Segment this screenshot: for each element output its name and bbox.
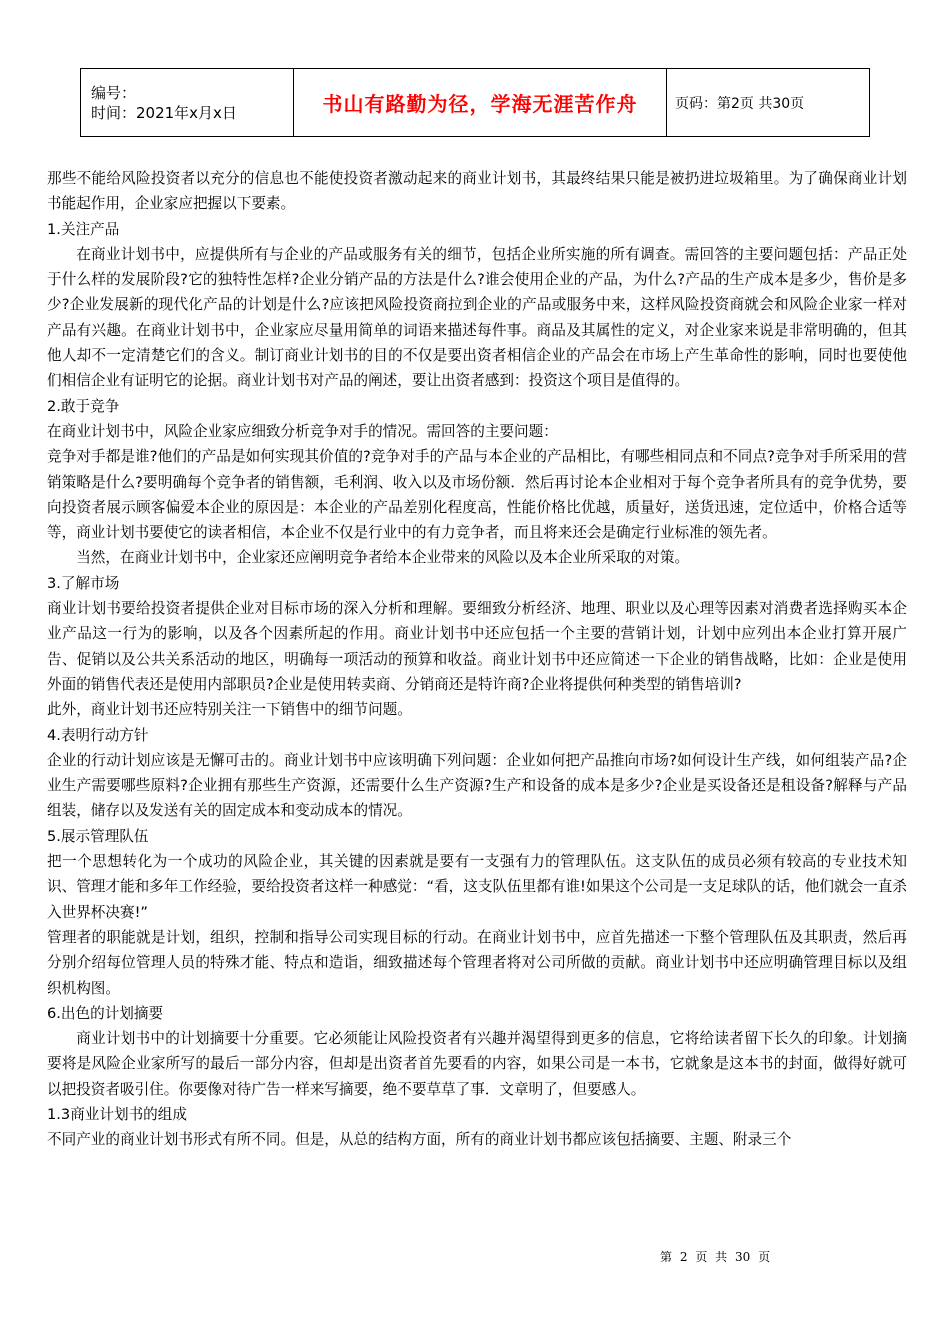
body-paragraph: 把一个思想转化为一个成功的风险企业，其关键的因素就是要有一支强有力的管理队伍。这支队伍的成员必须有较高的专业技术知识、管理才能和多年工作经验，要给投资者这样一种感觉：“看，这支队伍里都有谁!如果这个公司是一支足球队的话，他们就会一直杀入世界杯决赛!” xyxy=(47,853,907,921)
section-heading: 6.出色的计划摘要 xyxy=(47,1004,164,1022)
footer-ye: 页 xyxy=(695,1250,708,1264)
header-motto: 书山有路勤为径，学海无涯苦作舟 xyxy=(322,92,638,116)
section-heading: 1.3商业计划书的组成 xyxy=(47,1105,187,1123)
document-header xyxy=(80,68,870,137)
body-paragraph: 在商业计划书中，应提供所有与企业的产品或服务有关的细节，包括企业所实施的所有调查。需回答的主要问题包括：产品正处于什么样的发展阶段?它的独特性怎样?企业分销产品的方法是什么?谁会使用企业的产品，为什么?产品的生产成本是多少，售价是多少?企业发展新的现代化产品的计划是什么?应该把风险投资商拉到企业的产品或服务中来，这样风险投资商就会和风险企业家一样对产品有兴趣。在商业计划书中，企业家应尽量用简单的词语来描述每件事。商品及其属性的定义，对企业家来说是非常明确的，但其他人却不一定清楚它们的含义。制订商业计划书的目的不仅是要出资者相信企业的产品会在市场上产生革命性的影响，同时也要使他们相信企业有证明它的论据。商业计划书对产品的阐述，要让出资者感到：投资这个项目是值得的。 xyxy=(47,245,907,390)
body-paragraph: 不同产业的商业计划书形式有所不同。但是，从总的结构方面，所有的商业计划书都应该包括摘要、主题、附录三个 xyxy=(47,1131,792,1149)
body-paragraph: 商业计划书中的计划摘要十分重要。它必须能让风险投资者有兴趣并渴望得到更多的信息，它将给读者留下长久的印象。计划摘要将是风险企业家所写的最后一部分内容，但却是出资者首先要看的内容，如果公司是一本书，它就象是这本书的封面，做得好就可以把投资者吸引住。你要像对待广告一样来写摘要，绝不要草草了事．文章明了，但要感人。 xyxy=(47,1030,907,1098)
body-paragraph: 竞争对手都是谁?他们的产品是如何实现其价值的?竞争对手的产品与本企业的产品相比，有哪些相同点和不同点?竞争对手所采用的营销策略是什么?要明确每个竞争者的销售额，毛利润、收入以及市场份额．然后再讨论本企业相对于每个竞争者所具有的竞争优势，要向投资者展示顾客偏爱本企业的原因是：本企业的产品差别化程度高，性能价格比优越，质量好，送货迅速，定位适中，价格合适等等，商业计划书要使它的读者相信，本企业不仅是行业中的有力竞争者，而且将来还会是确定行业标准的领先者。 xyxy=(47,448,907,542)
document-body xyxy=(47,166,907,1153)
section-heading: 3.了解市场 xyxy=(47,574,120,592)
document-time-label: 时间：2021年x月x日 xyxy=(91,103,237,122)
footer-page-number: 2 xyxy=(679,1250,688,1264)
body-paragraph: 商业计划书要给投资者提供企业对目标市场的深入分析和理解。要细致分析经济、地理、职业以及心理等因素对消费者选择购买本企业产品这一行为的影响，以及各个因素所起的作用。商业计划书中还应包括一个主要的营销计划，计划中应列出本企业打算开展广告、促销以及公共关系活动的地区，明确每一项活动的预算和收益。商业计划书中还应简述一下企业的销售战略，比如：企业是使用外面的销售代表还是使用内部职员?企业是使用转卖商、分销商还是特许商?企业将提供何种类型的销售培训? xyxy=(47,600,907,693)
footer-ye-2: 页 xyxy=(758,1250,771,1264)
section-heading: 2.敢于竞争 xyxy=(47,397,120,415)
body-paragraph: 企业的行动计划应该是无懈可击的。商业计划书中应该明确下列问题：企业如何把产品推向市场?如何设计生产线，如何组装产品?企业生产需要哪些原料?企业拥有那些生产资源，还需要什么生产资源?生产和设备的成本是多少?企业是买设备还是租设备?解释与产品组装，储存以及发送有关的固定成本和变动成本的情况。 xyxy=(47,751,907,820)
footer-di: 第 xyxy=(660,1250,673,1264)
body-paragraph: 此外，商业计划书还应特别关注一下销售中的细节问题。 xyxy=(47,701,412,719)
body-paragraph: 那些不能给风险投资者以充分的信息也不能使投资者激动起来的商业计划书，其最终结果只能是被扔进垃圾箱里。为了确保商业计划书能起作用，企业家应把握以下要素。 xyxy=(47,170,907,213)
section-heading: 4.表明行动方针 xyxy=(47,726,149,744)
page-footer xyxy=(658,1248,772,1265)
body-paragraph: 管理者的职能就是计划，组织，控制和指导公司实现目标的行动。在商业计划书中，应首先描述一下整个管理队伍及其职责，然后再分别介绍每位管理人员的特殊才能、特点和造诣，细致描述每个管理者将对公司所做的贡献。商业计划书中还应明确管理目标以及组织机构图。 xyxy=(47,928,907,997)
document-number-label: 编号： xyxy=(91,83,137,102)
section-heading: 5.展示管理队伍 xyxy=(47,827,149,845)
header-motto-cell xyxy=(294,69,667,137)
footer-total-pages: 30 xyxy=(735,1250,751,1264)
body-paragraph: 在商业计划书中，风险企业家应细致分析竞争对手的情况。需回答的主要问题： xyxy=(47,422,558,440)
header-meta-cell xyxy=(81,69,294,137)
header-page-info: 页码：第2页 共30页 xyxy=(667,69,870,137)
body-paragraph: 当然，在商业计划书中，企业家还应阐明竞争者给本企业带来的风险以及本企业所采取的对策。 xyxy=(76,549,690,567)
footer-gong: 共 xyxy=(715,1250,728,1264)
section-heading: 1.关注产品 xyxy=(47,220,120,238)
